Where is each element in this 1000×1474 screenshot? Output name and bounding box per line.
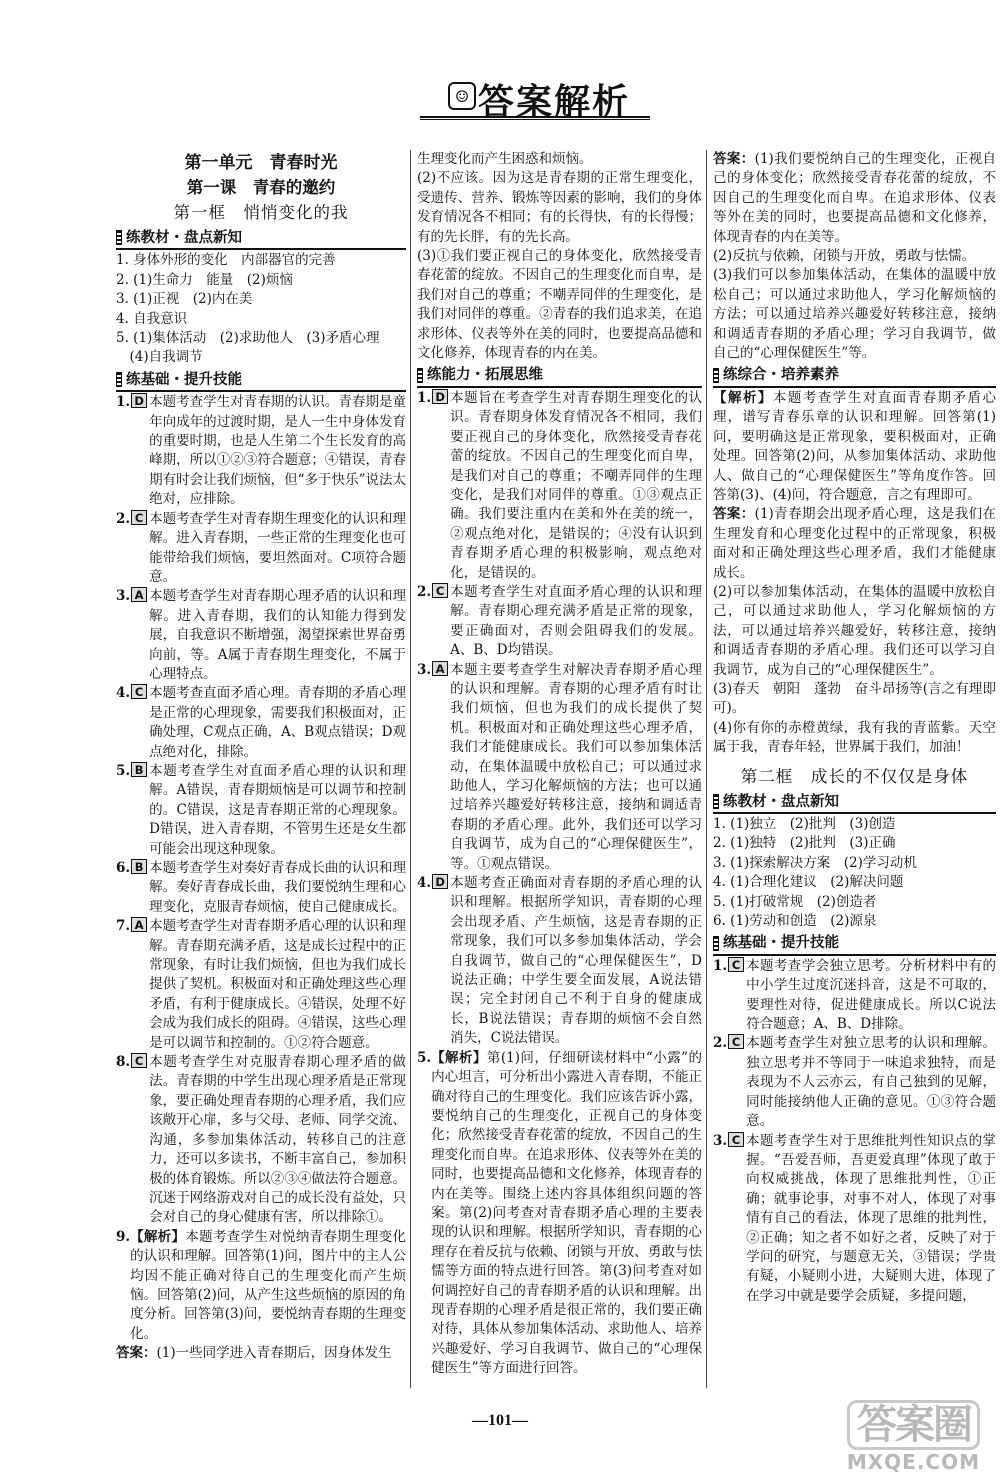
unit-title: 第一单元 青春时光: [184, 153, 338, 173]
list-item: 4. (1)合理化建议 (2)解决问题: [713, 874, 904, 891]
watermark-logo: 答案圈: [847, 1400, 980, 1450]
answer-paragraph: 生理变化而产生困惑和烦恼。: [417, 151, 593, 167]
answer-key-badge: C: [131, 1053, 147, 1068]
watermark-url: MXQE.COM: [846, 1450, 980, 1474]
section-bar-icon: [713, 368, 719, 383]
section-bar-icon: [713, 936, 719, 951]
answer-key-badge: C: [131, 684, 147, 699]
question-item: 2. C 本题考查学生对直面矛盾心理的认识和理解。青春期心理充满矛盾是正常的现象，要正确面对，否则会阻碍我们的发展。A、B、D均错误。: [417, 583, 702, 659]
section-heading: 练基础・提升技能: [116, 370, 406, 392]
answer-paragraph: (4)你有你的赤橙黄绿，我有我的青蓝紫。天空属于我，青春年轻，世界属于我们，加油！: [713, 719, 996, 756]
answer-paragraph: 答案：(1)一些同学进入青春期后，因身体发生: [116, 1345, 392, 1362]
section-bar-icon: [116, 372, 122, 387]
question-item: 3. A 本题主要考查学生对解决青春期矛盾心理的认识和理解。青春期的心理矛盾有时让我们烦恼，但也为我们的成长提供了契机。积极面对和正确处理这些心理矛盾，我们才能健康成长。我们可以参加集体活动，在集体温暖中放松自己；可以通过求助他人，学习化解烦恼的方法；也可以通过培养兴趣爱好转移注意，接纳和调适青春期的矛盾心理。此外，我们还可以学习自我调节，成为自己的“心理保健医生”，等。①观点错误。: [417, 661, 702, 872]
answer-paragraph: (2)反抗与依赖，闭锁与开放，勇敢与怯懦。: [713, 248, 976, 265]
answer-key-badge: B: [131, 859, 147, 874]
question-item: 2. C 本题考查学生对独立思考的认识和理解。独立思考并不等同于一味追求独特，而是表现为不人云亦云，有自己独到的见解，同时能接纳他人正确的意见。①③符合题意。: [713, 1035, 996, 1130]
question-item: 5. 【解析】第(1)问，仔细研读材料中“小露”的内心坦言，可分析出小露进入青春期，不能正确对待自己的生理变化。我们应该告诉小露，要悦纳自己的生理变化，正视自己的身体变化；欣然接受青春花蕾的绽放，不因自己的生理变化而自卑。在追求形体、仪表等外在美的同时，也要提高品德和文化修养，体现青春的内在美等。围绕上述内容具体组织问题的答案。第(2)问考查对青春期矛盾心理的主要表现的认识和理解。根据所学知识，青春期的心理存在着反抗与依赖、闭锁与开放、勇敢与怯懦等方面的特点进行回答。第(3)问考查对如何调控好自己的青春期矛盾的认识和理解。出现青春期的心理矛盾是很正常的，我们要正确对待，具体从参加集体活动、求助他人、培养兴趣爱好、学习自我调节、做自己的“心理保健医生”等方面进行回答。: [417, 1049, 702, 1377]
list-item: 6. (1)劳动和创造 (2)源泉: [713, 913, 877, 930]
column-1: [116, 150, 406, 1388]
column-3: [706, 150, 996, 1388]
question-item: 4. D 本题考查正确面对青春期的矛盾心理的认识和理解。根据所学知识，青春期的心理会出现矛盾、产生烦恼，这是青春期的正常现象，我们可以多参加集体活动，学会自我调节，做自己的“心理保健医生”，D说法正确；中学生要全面发展，A说法错误；完全封闭自己不利于自身的健康成长，B说法错误；青春期的烦恼不会自然消失，C说法错误。: [417, 875, 702, 1047]
list-item: 5. (1)打破常规 (2)创造者: [713, 893, 877, 910]
analysis-paragraph: 【解析】本题考查学生对直面青春期矛盾心理，谱写青春乐章的认识和理解。回答第(1)问，要明确这是正常现象，要积极面对，正确处理。回答第(2)问，从参加集体活动、求助他人、做自己的“心理保健医生”等角度作答。回答第(3)、(4)问，符合题意，言之有理即可。: [713, 389, 996, 503]
watermark: [847, 1400, 980, 1474]
section-heading: 练基础・提升技能: [713, 933, 996, 955]
list-item: 2. (1)独特 (2)批判 (3)正确: [713, 835, 896, 852]
answer-key-badge: C: [728, 957, 744, 972]
answer-key-badge: A: [131, 587, 147, 602]
answer-paragraph: (3)春天 朝阳 蓬勃 奋斗昂扬等(言之有理即可)。: [713, 680, 996, 717]
answer-paragraph: (2)可以参加集体活动，在集体的温暖中放松自己，可以通过求助他人，学习化解烦恼的方法，可以通过培养兴趣爱好，转移注意，接纳和调适青春期的矛盾心理。我们还可以学习自我调节，成为自己的“心理保健医生”。: [713, 583, 996, 678]
answer-key-badge: B: [131, 762, 147, 777]
answer-key-badge: C: [728, 1034, 744, 1049]
answer-paragraph: (3)①我们要正视自己的身体变化，欣然接受青春花蕾的绽放。不因自己的生理变化而自卑，是我们对自己的尊重；不嘲弄同伴的生理变化，是我们对同伴的尊重。②青春的我们追求美，在追求形体、仪表等外在美的同时，也要提高品德和文化修养，体现青春的内在美。: [417, 248, 702, 362]
column-2: [410, 150, 702, 1388]
answer-list: [713, 815, 996, 931]
page-header: [0, 58, 1000, 138]
question-item: 9. 【解析】本题考查学生对悦纳青春期生理变化的认识和理解。回答第(1)问，图片中的主人公均因不能正确对待自己的生理变化而产生烦恼。回答第(2)问，从产生这些烦恼的原因的角度分析。回答第(3)问，要悦纳青春期的生理变化。: [116, 1228, 406, 1342]
answer-badge-icon: ☺: [448, 82, 476, 110]
section-heading: 练教材・盘点新知: [116, 228, 406, 250]
title-rule: [420, 116, 650, 120]
question-item: 7. A 本题考查学生对青春期矛盾心理的认识和理解。青春期充满矛盾，这是成长过程中的正常现象，有时让我们烦恼，但也为我们成长提供了契机。积极面对和正确处理这些心理矛盾，有利于健康成长。④错误，处理不好会成为我们成长的阻碍。④错误，这些心理是可以调节和控制的。①②符合题意。: [116, 918, 406, 1051]
answer-key-badge: D: [432, 389, 448, 404]
list-item: 3. (1)探索解决方案 (2)学习动机: [713, 854, 917, 871]
answer-key-badge: A: [131, 917, 147, 932]
frame-title: 第二框 成长的不仅仅是身体: [740, 766, 969, 786]
answer-paragraph: 答案：(1)我们要悦纳自己的生理变化，正视自己的身体变化；欣然接受青春花蕾的绽放，不因自己的生理变化而自卑。在追求形体、仪表等外在美的同时，也要提高品德和文化修养，体现青春的内在美等。: [713, 151, 996, 245]
answer-key-badge: C: [432, 583, 448, 598]
question-item: 3. C 本题考查学生对于思维批判性知识点的掌握。“吾爱吾师，吾更爱真理”体现了敢于向权威挑战，体现了思维批判性，①正确；就事论事，对事不对人，体现了对事情有自己的看法，体现了思维的批判性，②正确；知之者不如好之者，反映了对于学问的研究，与题意无关，③错误；学贵有疑，小疑则小进，大疑则大进，体现了在学习中就是要学会质疑，多提问题，: [713, 1132, 996, 1304]
answer-list: [116, 251, 406, 367]
list-item: 2. (1)生命力 能量 (2)烦恼: [116, 271, 293, 288]
page-number: —101—: [472, 1412, 528, 1429]
frame-title: 第一框 悄悄变化的我: [173, 203, 349, 222]
answer-paragraph: (2)不应该。因为这是青春期的正常生理变化，受遗传、营养、锻炼等因素的影响，我们的身体发育情况各不相同；有的长得快，有的长得慢；有的先长胖，有的先长高。: [417, 170, 702, 245]
question-item: 8. C 本题考查学生对克服青春期心理矛盾的做法。青春期的中学生出现心理矛盾是正常现象，要正确处理青春期的心理矛盾，我们应该敞开心扉，多与父母、老师、同学交流、沟通，多参加集体活动，转移自己的注意力，还可以多读书，不断丰富自己，参加积极的体育锻炼。所以②③④做法符合题意。沉迷于网络游戏对自己的成长没有益处，只会对自己的身心健康有害，所以排除①。: [116, 1054, 406, 1226]
answer-key-badge: A: [432, 661, 448, 676]
lesson-title: 第一课 青春的邀约: [186, 178, 336, 197]
question-item: 1. C 本题考查学会独立思考。分析材料中有的中小学生过度沉迷抖音，这是不可取的，要理性对待，促进健康成长。所以C说法符合题意；A、B、D排除。: [713, 957, 996, 1033]
question-item: 1. D 本题旨在考查学生对青春期生理变化的认识。青春期身体发育情况各不相同，我们要正视自己的身体变化，欣然接受青春花蕾的绽放。不因自己的生理变化而自卑，是我们对自己的尊重；不嘲弄同伴的生理变化，是我们对同伴的尊重。①③观点正确。我们要注重内在美和外在美的统一，②观点绝对化，是错误的；④没有认识到青春期矛盾心理的积极影响，观点绝对化，是错误的。: [417, 389, 702, 581]
list-item: 4. 自我意识: [116, 310, 188, 327]
question-item: 5. B 本题考查学生对直面矛盾心理的认识和理解。A错误，青春期烦恼是可以调节和控制的。C错误，这是青春期正常的心理现象。D错误，进入青春期，不管男生还是女生都可能会出现这种现象。: [116, 762, 406, 857]
question-item: 1. D 本题考查学生对青春期的认识。青春期是童年向成年的过渡时期，是人一生中身体发育的重要时期，也是人生第二个生长发育的高峰期，所以①②③符合题意；④错误，青春期有时会让我们烦恼，但“多于快乐”说法太绝对，应排除。: [116, 394, 406, 508]
question-item: 2. C 本题考查学生对青春期生理变化的认识和理解。进入青春期，一些正常的生理变化也可能带给我们烦恼，要坦然面对。C项符合题意。: [116, 510, 406, 585]
list-item: 5. (1)集体活动 (2)求助他人 (3)矛盾心理: [116, 330, 380, 347]
answer-paragraph: 答案：(1)青春期会出现矛盾心理，这是我们在生理发育和心理变化过程中的正常现象，积极面对和正确处理这些心理矛盾，我们才能健康成长。: [713, 506, 996, 581]
answer-key-badge: D: [432, 874, 448, 889]
page-title: 答案解析: [478, 81, 631, 123]
question-item: 6. B 本题考查学生对奏好青春成长曲的认识和理解。奏好青春成长曲，我们要悦纳生理和心理变化，克服青春烦恼，使自己健康成长。: [116, 860, 406, 915]
list-item: 1. (1)独立 (2)批判 (3)创造: [713, 816, 896, 832]
list-item: (4)自我调节: [116, 349, 203, 366]
answer-key-badge: D: [131, 393, 147, 408]
answer-key-badge: C: [131, 510, 147, 525]
list-item: 3. (1)正视 (2)内在美: [116, 291, 253, 308]
section-bar-icon: [713, 794, 719, 809]
section-heading: 练综合・培养素养: [713, 365, 996, 387]
list-item: 1. 身体外形的变化 内部器官的完善: [116, 252, 336, 269]
section-bar-icon: [417, 368, 423, 383]
answer-paragraph: (3)我们可以参加集体活动，在集体的温暖中放松自己；可以通过求助他人，学习化解烦恼的方法；可以通过培养兴趣爱好转移注意，接纳和调适青春期的矛盾心理；学习自我调节，做自己的“心理保健医生”等。: [713, 267, 996, 362]
section-heading: 练能力・拓展思维: [417, 365, 702, 387]
question-item: 4. C 本题考查直面矛盾心理。青春期的矛盾心理是正常的心理现象，需要我们积极面对，正确处理，C观点正确，A、B观点错误；D观点绝对化，排除。: [116, 685, 406, 760]
question-item: 3. A 本题考查学生对青春期心理矛盾的认识和理解。进入青春期，我们的认知能力得到发展，自我意识不断增强，渴望探索世界奋勇向前，等。A属于青春期生理变化，不属于心理特点。: [116, 588, 406, 682]
section-bar-icon: [116, 230, 122, 245]
section-heading: 练教材・盘点新知: [713, 792, 996, 814]
answer-key-badge: C: [728, 1132, 744, 1147]
